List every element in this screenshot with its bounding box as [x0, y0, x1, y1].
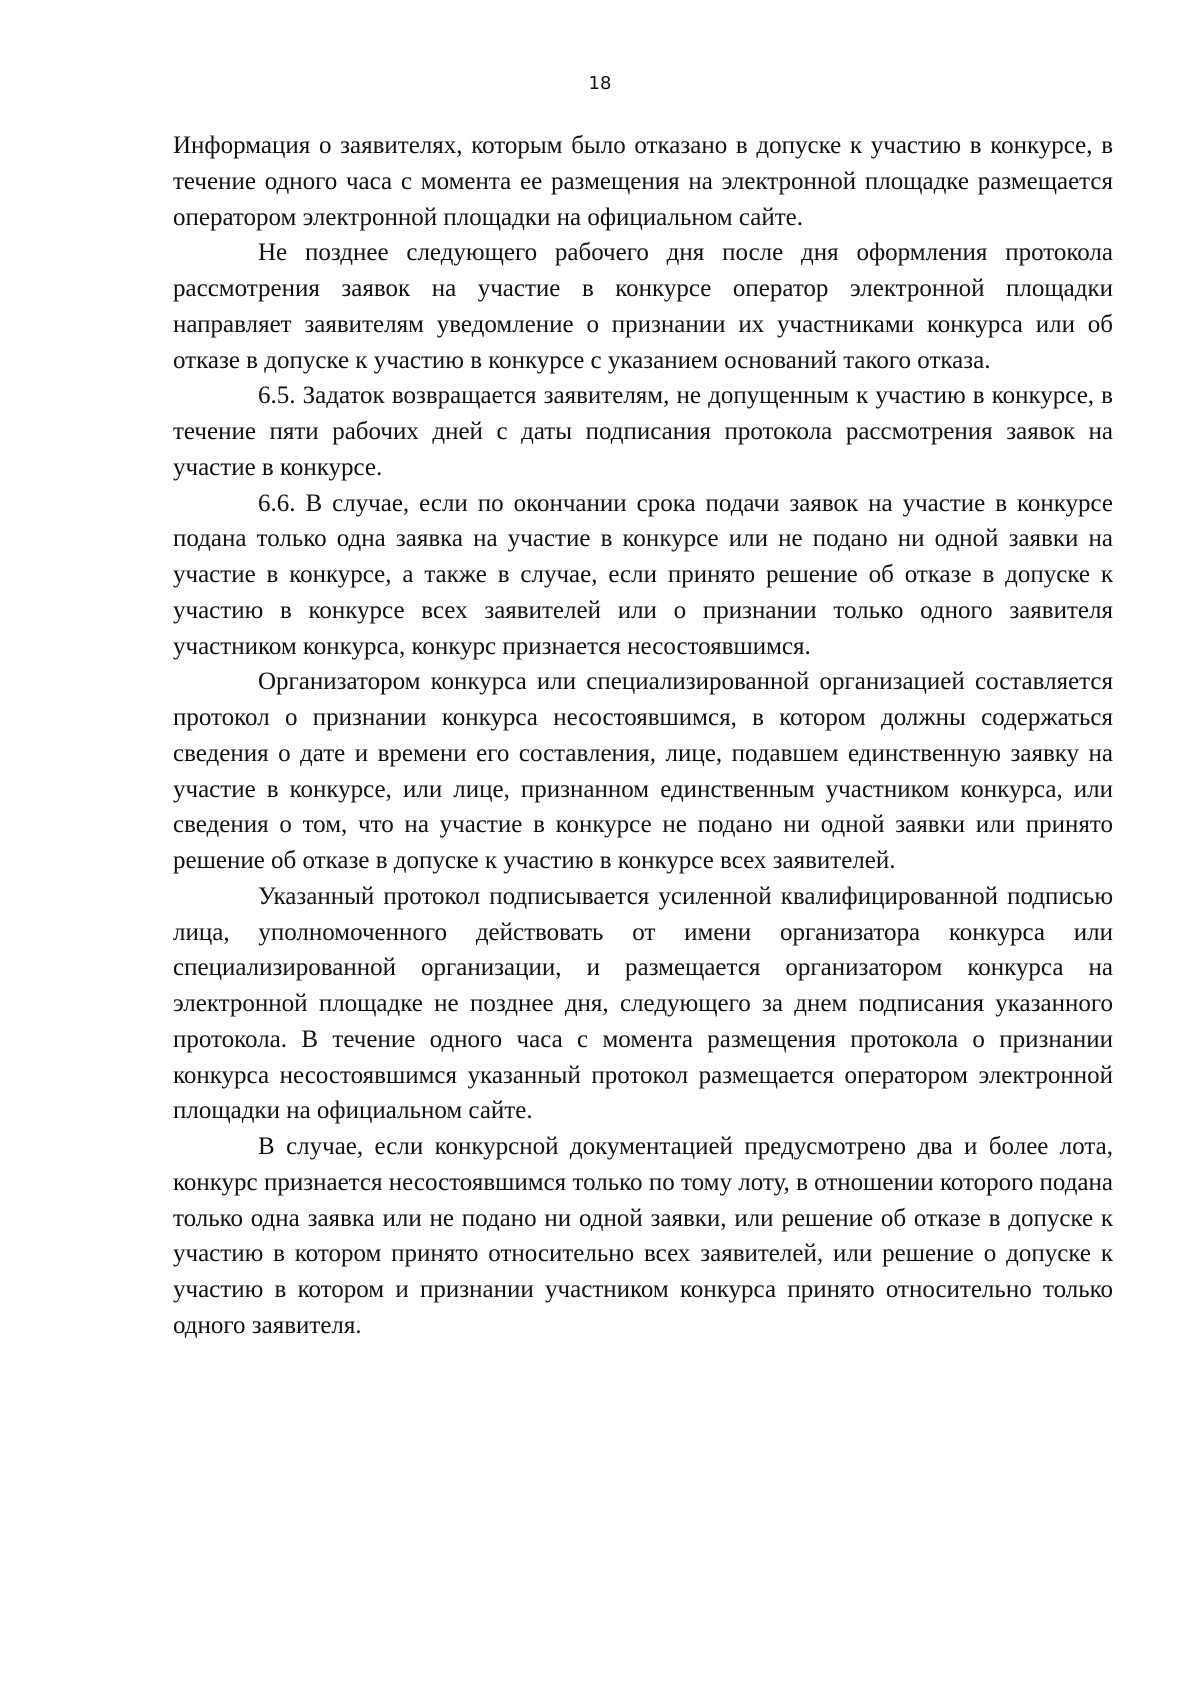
- paragraph: Организатором конкурса или специализированной организацией составляется протокол о признании конкурса несостоявшимся, в котором должны содержаться сведения о дате и времени его составления, лице, подавшем единственную заявку на участие в конкурсе, или лице, признанном единственным участником конкурса, или сведения о том, что на участие в конкурсе не подано ни одной заявки или принято решение об отказе в допуске к участию в конкурсе всех заявителей.: [173, 668, 1113, 874]
- paragraph: Информация о заявителях, которым было отказано в допуске к участию в конкурсе, в течение одного часа с момента ее размещения на электронной площадке размещается оператором электронной площадки на официальном сайте.: [173, 132, 1113, 231]
- paragraph: В случае, если конкурсной документацией предусмотрено два и более лота, конкурс признается несостоявшимся только по тому лоту, в отношении которого подана только одна заявка или не подано ни одной заявки, или решение об отказе в допуске к участию в котором принято относительно всех заявителей, или решение о допуске к участию в котором и признании участником конкурса принято относительно только одного заявителя.: [173, 1133, 1113, 1339]
- page-number: 18: [588, 73, 612, 94]
- paragraph: Не позднее следующего рабочего дня после дня оформления протокола рассмотрения заявок на участие в конкурсе оператор электронной площадки направляет заявителям уведомление о признании их участниками конкурса или об отказе в допуске к участию в конкурсе с указанием оснований такого отказа.: [173, 239, 1113, 374]
- paragraph-section-6-6: 6.6. В случае, если по окончании срока подачи заявок на участие в конкурсе подана только одна заявка на участие в конкурсе или не подано ни одной заявки на участие в конкурсе, а также в случае, если принято решение об отказе в допуске к участию в конкурсе всех заявителей или о признании только одного заявителя участником конкурса, конкурс признается несостоявшимся.: [173, 489, 1113, 660]
- paragraph-section-6-5: 6.5. Задаток возвращается заявителям, не допущенным к участию в конкурсе, в течение пяти рабочих дней с даты подписания протокола рассмотрения заявок на участие в конкурсе.: [173, 382, 1113, 481]
- document-body: [173, 128, 1113, 1344]
- paragraph: Указанный протокол подписывается усиленной квалифицированной подписью лица, уполномоченного действовать от имени организатора конкурса или специализированной организации, и размещается организатором конкурса на электронной площадке не позднее дня, следующего за днем подписания указанного протокола. В течение одного часа с момента размещения протокола о признании конкурса несостоявшимся указанный протокол размещается оператором электронной площадки на официальном сайте.: [173, 882, 1113, 1125]
